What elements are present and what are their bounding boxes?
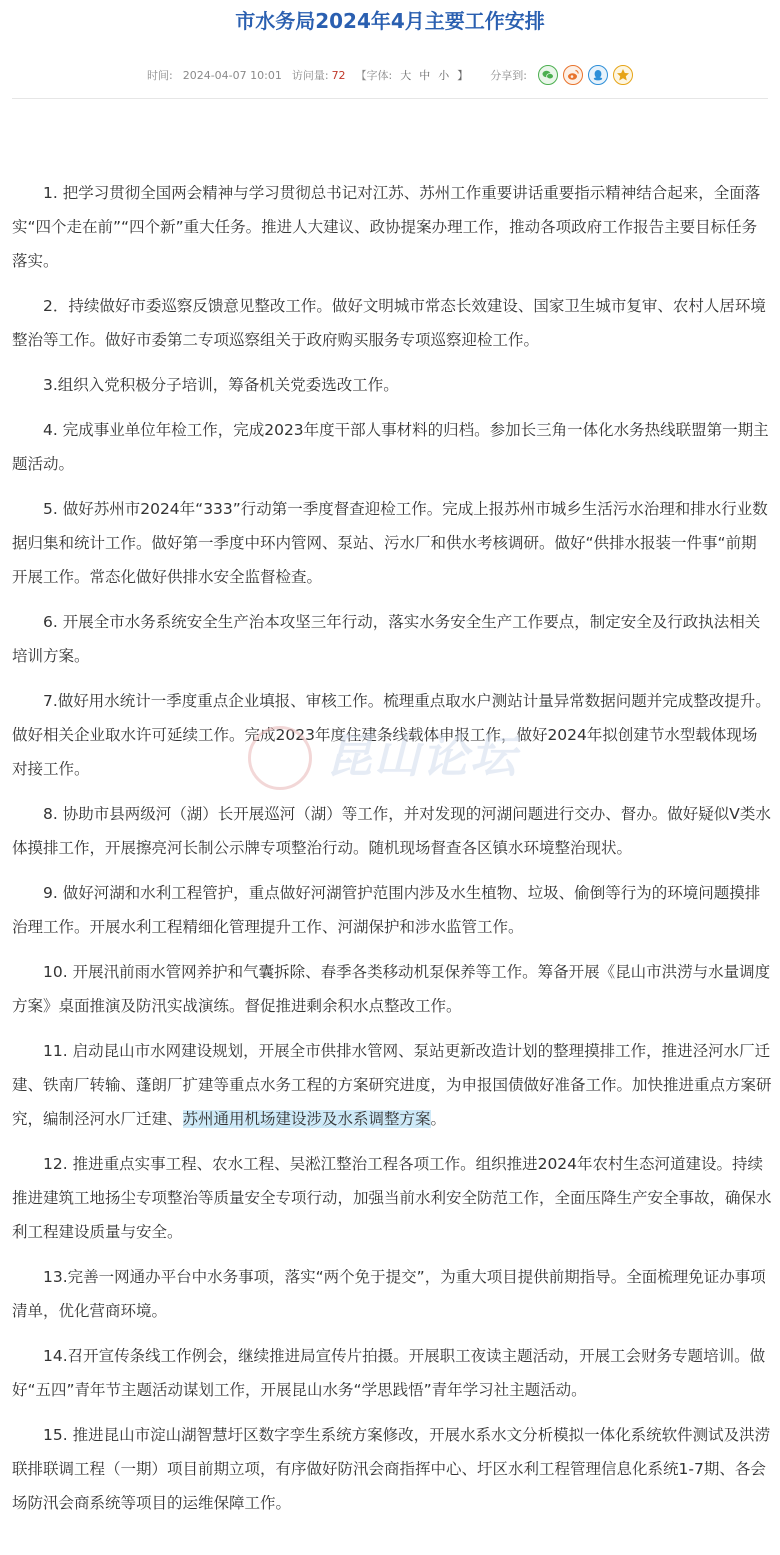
article-meta <box>0 62 780 88</box>
paragraph-4: 4. 完成事业单位年检工作，完成2023年度干部人事材料的归档。参加长三角一体化水务热线联盟第一期主题活动。 <box>12 421 769 473</box>
paragraph-11 <box>12 1034 772 1136</box>
paragraph-10: 10. 开展汛前雨水管网养护和气囊拆除、春季各类移动机泵保养等工作。筹备开展《昆山市洪涝与水量调度方案》桌面推演及防汛实战演练。督促推进剩余积水点整改工作。 <box>12 963 771 1015</box>
paragraph-14: 14.召开宣传条线工作例会，继续推进局宣传片拍摄。开展职工夜读主题活动，开展工会财务专题培训。做好“五四”青年节主题活动谋划工作，开展昆山水务“学思践悟”青年学习社主题活动。 <box>12 1347 766 1399</box>
article-body <box>12 176 772 1531</box>
visits-count: 72 <box>331 68 346 82</box>
paragraph-12: 12. 推进重点实事工程、农水工程、吴淞江整治工程各项工作。组织推进2024年农村生态河道建设。持续推进建筑工地扬尘专项整治等质量安全专项行动，加强当前水利安全防范工作，全面压降生产安全事故，确保水利工程建设质量与安全。 <box>12 1155 772 1241</box>
paragraph-11-text: 11. 启动昆山市水网建设规划，开展全市供排水管网、泵站更新改造计划的整理摸排工作，推进泾河水厂迁建、铁南厂转输、蓬朗厂扩建等重点水务工程的方案研究进度，为申报国债做好准备工作。加快推进重点方案研究，编制泾河水厂迁建、 <box>12 1042 772 1128</box>
page-title: 市水务局2024年4月主要工作安排 <box>235 9 545 33</box>
weibo-icon[interactable] <box>563 65 583 85</box>
paragraph-13: 13.完善一网通办平台中水务事项，落实“两个免于提交”，为重大项目提供前期指导。全面梳理免证办事项清单，优化营商环境。 <box>12 1268 766 1320</box>
paragraph-15: 15. 推进昆山市淀山湖智慧圩区数字孪生系统方案修改，开展水系水文分析模拟一体化系统软件测试及洪涝联排联调工程（一期）项目前期立项，有序做好防汛会商指挥中心、圩区水利工程管理信息化系统1-7期、各会场防汛会商系统等项目的运维保障工作。 <box>12 1426 771 1512</box>
paragraph-6: 6. 开展全市水务系统安全生产治本攻坚三年行动，落实水务安全生产工作要点，制定安全及行政执法相关培训方案。 <box>12 613 761 665</box>
visits-label: 访问量: <box>291 69 329 82</box>
paragraph-8: 8. 协助市县两级河（湖）长开展巡河（湖）等工作，并对发现的河湖问题进行交办、督办。做好疑似V类水体摸排工作，开展擦亮河长制公示牌专项整治行动。随机现场督查各区镇水环境整治现状。 <box>12 805 771 857</box>
header-divider <box>12 98 768 99</box>
font-size-open: 【字体: <box>355 69 393 82</box>
paragraph-9: 9. 做好河湖和水利工程管护，重点做好河湖管护范围内涉及水生植物、垃圾、偷倒等行为的环境问题摸排治理工作。开展水利工程精细化管理提升工作、河湖保护和涉水监管工作。 <box>12 884 761 936</box>
highlighted-text[interactable]: 苏州通用机场建设涉及水系调整方案 <box>182 1110 431 1128</box>
qq-icon[interactable] <box>588 65 608 85</box>
qzone-icon[interactable] <box>613 65 633 85</box>
paragraph-1: 1. 把学习贯彻全国两会精神与学习贯彻总书记对江苏、苏州工作重要讲话重要指示精神结合起来，全面落实“四个走在前”“四个新”重大任务。推进人大建议、政协提案办理工作，推动各项政府工作报告主要目标任务落实。 <box>12 184 761 270</box>
watermark-text: 昆山论坛 <box>326 729 518 783</box>
font-medium-button[interactable]: 中 <box>419 69 431 82</box>
share-label: 分享到: <box>490 69 527 82</box>
paragraph-11-end: 。 <box>430 1110 447 1128</box>
wechat-icon[interactable] <box>538 65 558 85</box>
paragraph-5: 5. 做好苏州市2024年“333”行动第一季度督查迎检工作。完成上报苏州市城乡生活污水治理和排水行业数据归集和统计工作。做好第一季度中环内管网、泵站、污水厂和供水考核调研。做好“供排水报装一件事“前期开展工作。常态化做好供排水安全监督检查。 <box>12 500 768 586</box>
paragraph-3: 3.组织入党积极分子培训，筹备机关党委选改工作。 <box>43 376 399 394</box>
paragraph-7: 7.做好用水统计一季度重点企业填报、审核工作。梳理重点取水户测站计量异常数据问题并完成整改提升。做好相关企业取水许可延续工作。完成2023年度住建条线载体申报工作，做好2024年拟创建节水型载体现场对接工作。 <box>12 692 771 778</box>
font-large-button[interactable]: 大 <box>400 69 412 82</box>
time-label: 时间: <box>147 69 173 82</box>
paragraph-2: 2．持续做好市委巡察反馈意见整改工作。做好文明城市常态长效建设、国家卫生城市复审、农村人居环境整治等工作。做好市委第二专项巡察组关于政府购买服务专项巡察迎检工作。 <box>12 297 766 349</box>
publish-time: 2024-04-07 10:01 <box>182 68 282 82</box>
font-small-button[interactable]: 小 <box>438 69 450 82</box>
font-size-close: 】 <box>457 69 469 82</box>
